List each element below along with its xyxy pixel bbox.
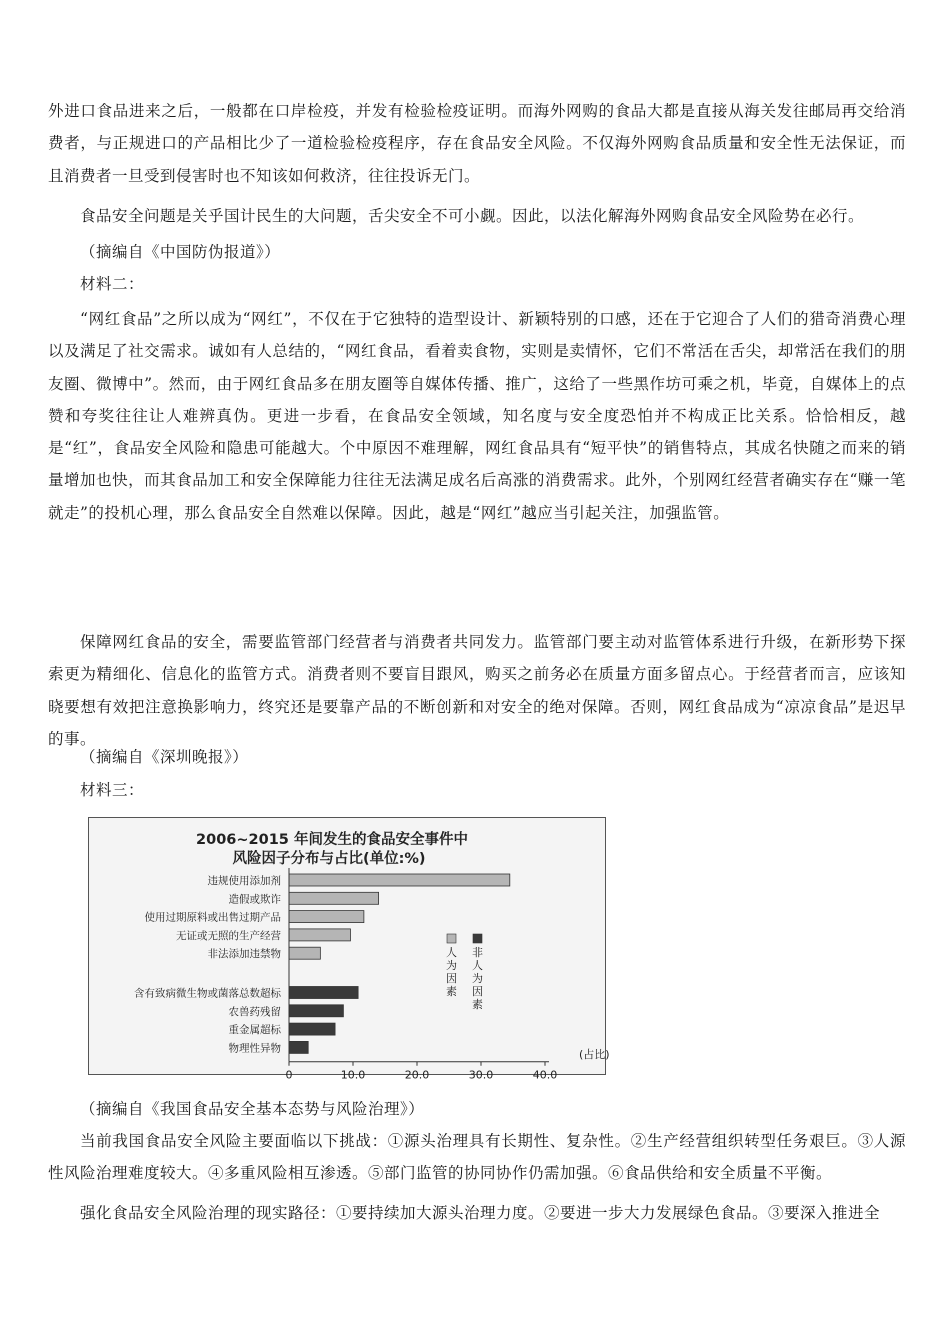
risk-factor-chart (88, 817, 610, 1082)
paragraph-2: 食品安全问题是关乎国计民生的大问题，舌尖安全不可小觑。因此，以法化解海外网购食品安全风险势在必行。 (80, 207, 865, 225)
paragraph-6: 强化食品安全风险治理的现实路径：①要持续加大源头治理力度。②要进一步大力发展绿色食品。③要深入推进全 (80, 1204, 881, 1222)
x-axis-label: (占比) (579, 1048, 610, 1061)
category-label: 重金属超标 (228, 1024, 281, 1037)
chart-canvas (89, 818, 610, 1082)
legend-swatch (447, 934, 456, 943)
legend-label: 非人为因素 (472, 946, 483, 1011)
bar-nonhuman-2 (289, 1023, 335, 1035)
bar-human-1 (289, 892, 379, 904)
category-label: 使用过期原料或出售过期产品 (144, 911, 281, 924)
material-3-label: 材料三： (80, 781, 145, 799)
category-label: 非法添加违禁物 (207, 948, 281, 961)
x-tick-label: 40.0 (532, 1068, 558, 1082)
x-tick-label: 0 (285, 1068, 293, 1082)
bar-nonhuman-1 (289, 1005, 343, 1017)
paragraph-1: 外进口食品进来之后，一般都在口岸检疫，并发有检验检疫证明。而海外网购的食品大都是直接从海关发往邮局再交给消费者，与正规进口的产品相比少了一道检验检疫程序，存在食品安全风险。不仅海外网购食品质量和安全性无法保证，而且消费者一旦受到侵害时也不知该如何救济，往往投诉无门。 (48, 102, 906, 185)
paragraph-5: 当前我国食品安全风险主要面临以下挑战：①源头治理具有长期性、复杂性。②生产经营组织转型任务艰巨。③人源性风险治理难度较大。④多重风险相互渗透。⑤部门监管的协同协作仍需加强。⑥食品供给和安全质量不平衡。 (48, 1132, 906, 1183)
category-label: 造假或欺诈 (228, 893, 281, 906)
bar-human-3 (289, 929, 350, 941)
bar-nonhuman-3 (289, 1041, 308, 1053)
material-2-label: 材料二： (80, 275, 145, 293)
x-tick-label: 20.0 (404, 1068, 430, 1082)
bar-human-0 (289, 874, 510, 886)
paragraph-3: “网红食品”之所以成为“网红”，不仅在于它独特的造型设计、新颖特别的口感，还在于它迎合了人们的猎奇消费心理以及满足了社交需求。诚如有人总结的，“网红食品，看着卖食物，实则是卖情怀，它们不常活在舌尖，却常活在我们的朋友圈、微博中”。然而，由于网红食品多在朋友圈等自媒体传播、推广，这给了一些黑作坊可乘之机，毕竟，自媒体上的点赞和夸奖往往让人难辨真伪。更进一步看，在食品安全领域，知名度与安全度恐怕并不构成正比关系。恰恰相反，越是“红”，食品安全风险和隐患可能越大。个中原因不难理解，网红食品具有“短平快”的销售特点，其成名快随之而来的销量增加也快，而其食品加工和安全保障能力往往无法满足成名后高涨的消费需求。此外，个别网红经营者确实存在“赚一笔就走”的投机心理，那么食品安全自然难以保障。因此，越是“网红”越应当引起关注，加强监管。 (48, 310, 906, 522)
chart-title: 2006~2015 年间发生的食品安全事件中 (196, 832, 468, 848)
source-note-1: （摘编自《中国防伪报道》） (80, 243, 281, 261)
paragraph-4: 保障网红食品的安全，需要监管部门经营者与消费者共同发力。监管部门要主动对监管体系进行升级，在新形势下探索更为精细化、信息化的监管方式。消费者则不要盲目跟风，购买之前务必在质量方面多留点心。于经营者而言，应该知晓要想有效把注意换影响力，终究还是要靠产品的不断创新和对安全的绝对保障。否则，网红食品成为“凉凉食品”是迟早的事。 (48, 633, 906, 748)
category-label: 无证或无照的生产经营 (176, 929, 281, 942)
x-tick-label: 30.0 (468, 1068, 494, 1082)
bar-nonhuman-0 (289, 987, 358, 999)
category-label: 违规使用添加剂 (207, 875, 281, 887)
category-label: 农兽药残留 (228, 1005, 281, 1018)
bar-human-4 (289, 947, 320, 959)
chart-subtitle: 风险因子分布与占比(单位:%) (232, 851, 426, 867)
category-label: 含有致病微生物或菌落总数超标 (134, 987, 281, 1000)
legend-label: 人为因素 (446, 946, 457, 998)
source-note-3: （摘编自《我国食品安全基本态势与风险治理》） (80, 1100, 425, 1118)
category-label: 物理性异物 (228, 1042, 281, 1055)
chart-legend (446, 934, 483, 1011)
bar-human-2 (289, 911, 364, 923)
source-note-2: （摘编自《深圳晚报》） (80, 748, 249, 766)
x-tick-label: 10.0 (340, 1068, 366, 1082)
legend-swatch (473, 934, 482, 943)
